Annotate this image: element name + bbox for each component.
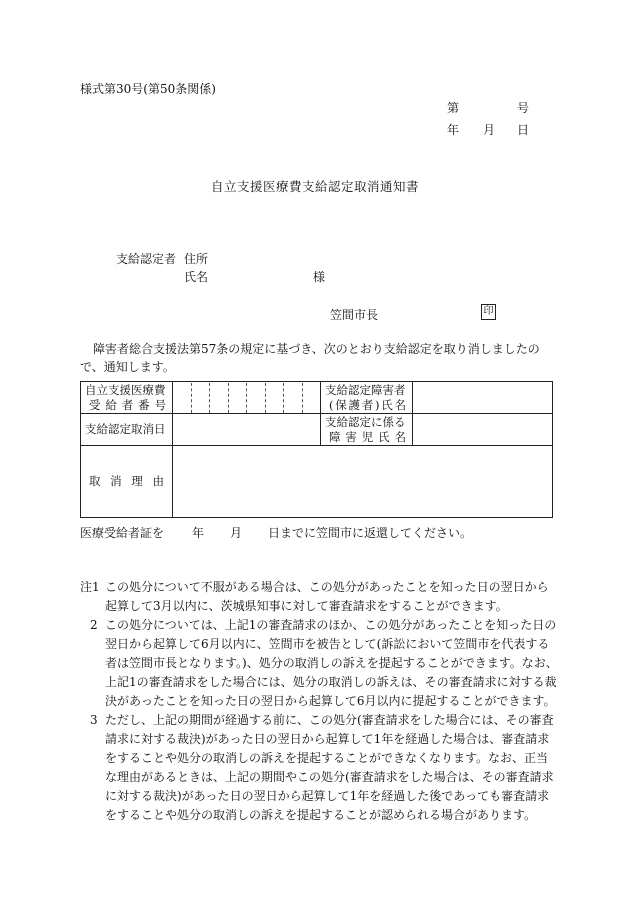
date-year: 年: [447, 123, 460, 137]
note-item: [80, 711, 560, 825]
label-char: (: [329, 397, 334, 412]
reason-label-chars: [85, 474, 172, 489]
digit-box[interactable]: [247, 383, 266, 413]
digit-box[interactable]: [229, 383, 248, 413]
intro-paragraph: 障害者総合支援法第57条の規定に基づき、次のとおり支給認定を取り消しましたので、通知します。: [80, 342, 540, 374]
note-text: ただし、上記の期間が経過する前に、この処分(審査請求をした場合には、その審査請求に対する裁決)があった日の翌日から起算して1年を経過した場合は、審査請求をすることや処分の取消しの訴えを提起することができなくなります。なお、正当な理由があるときは、上記の期間やこの処分(審査請求をした場合は、その審査請求に対する裁決)があった日の翌日から起算して1年を経過した後であっても審査請求をすることや処分の取消しの訴えを提起することが認められる場合があります。: [105, 713, 554, 822]
digit-box[interactable]: [192, 383, 211, 413]
label-char: 者: [361, 397, 374, 412]
digit-box[interactable]: [266, 383, 285, 413]
form-number: 様式第30号(第50条関係): [80, 82, 216, 96]
cancel-date-label: 支給認定取消日: [81, 414, 173, 446]
issuer-mayor: 笠間市長: [330, 308, 379, 322]
note-number: 2: [90, 618, 98, 632]
label-char: 給: [105, 397, 117, 412]
child-name-field[interactable]: [413, 414, 553, 446]
beneficiary-number-digit-boxes[interactable]: [173, 383, 320, 413]
seal-mark: 印: [481, 304, 496, 320]
label-char: 氏: [378, 429, 390, 444]
digit-box[interactable]: [284, 383, 303, 413]
date-day: 日: [517, 123, 530, 137]
date-month: 月: [483, 123, 496, 137]
note-text: この処分については、上記1の審査請求のほか、この処分があったことを知った日の翌日から起算して6月以内に、笠間市を被告として(訴訟において笠間市を代表する者は笠間市長となります。)、処分の取消しの訴えを提起することができます。なお、上記1の審査請求をした場合には、処分の取消しの訴えは、その審査請求に対する裁決があったことを知った日の翌日から起算して6月以内に提起することができます。: [105, 618, 558, 708]
label-char: 消: [110, 474, 122, 488]
beneficiary-number-label-line2: [85, 398, 172, 413]
number-prefix: 第: [447, 101, 460, 115]
label-char: 障: [329, 429, 341, 444]
note-number: 3: [90, 713, 98, 727]
return-notice: [80, 524, 472, 541]
certified-person-label-line2: [325, 398, 412, 413]
label-char: ): [375, 397, 380, 412]
label-char: 番: [138, 397, 150, 412]
document-title: 自立支援医療費支給認定取消通知書: [210, 179, 419, 194]
label-char: 号: [154, 397, 166, 412]
certified-person-field[interactable]: [413, 382, 553, 414]
label-char: 害: [345, 429, 357, 444]
recipient-label: 支給認定者: [116, 252, 177, 266]
digit-box[interactable]: [210, 383, 229, 413]
label-char: 受: [89, 397, 101, 412]
child-name-label: [321, 414, 413, 446]
recipient-name-label: 氏名: [184, 270, 209, 284]
recipient-honorific: 様: [313, 270, 326, 284]
beneficiary-number-label: [81, 382, 173, 414]
table-row: [81, 414, 553, 446]
note-item: [80, 578, 560, 616]
label-char: 者: [121, 397, 134, 412]
digit-box[interactable]: [173, 383, 192, 413]
beneficiary-number-field[interactable]: [173, 382, 321, 414]
return-prefix: 医療受給者証を: [80, 526, 165, 540]
label-char: 取: [89, 474, 101, 488]
note-text: この処分について不服がある場合は、この処分があったことを知った日の翌日から起算して3月以内に、茨城県知事に対して審査請求をすることができます。: [105, 580, 549, 613]
table-row: [81, 382, 553, 414]
table-row: [81, 446, 553, 518]
reason-label: [81, 446, 173, 518]
certified-person-label-line1: 支給認定障害者: [325, 382, 406, 397]
note-item: [80, 616, 560, 711]
child-name-label-line1: 支給認定に係る: [325, 414, 406, 429]
return-year: 年: [192, 526, 205, 540]
notes-section: [80, 578, 560, 825]
child-name-label-line2: [325, 430, 412, 445]
note-number: 注1: [80, 580, 100, 594]
label-char: 名: [394, 429, 406, 444]
number-suffix: 号: [517, 101, 530, 115]
label-char: 護: [348, 397, 360, 412]
digit-box[interactable]: [303, 383, 321, 413]
label-char: 児: [361, 429, 374, 444]
return-suffix: 日までに笠間市に返還してください。: [268, 526, 473, 540]
cancel-date-field[interactable]: [173, 414, 321, 446]
certified-person-label: [321, 382, 413, 414]
label-char: 由: [152, 474, 164, 488]
return-month: 月: [230, 526, 243, 540]
recipient-address-label: 住所: [184, 252, 209, 266]
label-char: 名: [394, 397, 406, 412]
reason-field[interactable]: [173, 446, 553, 518]
beneficiary-number-label-line1: 自立支援医療費: [85, 382, 166, 397]
label-char: 理: [131, 474, 143, 488]
label-char: 氏: [381, 397, 393, 412]
cancellation-form-table: [80, 381, 553, 518]
label-char: 保: [335, 397, 347, 412]
